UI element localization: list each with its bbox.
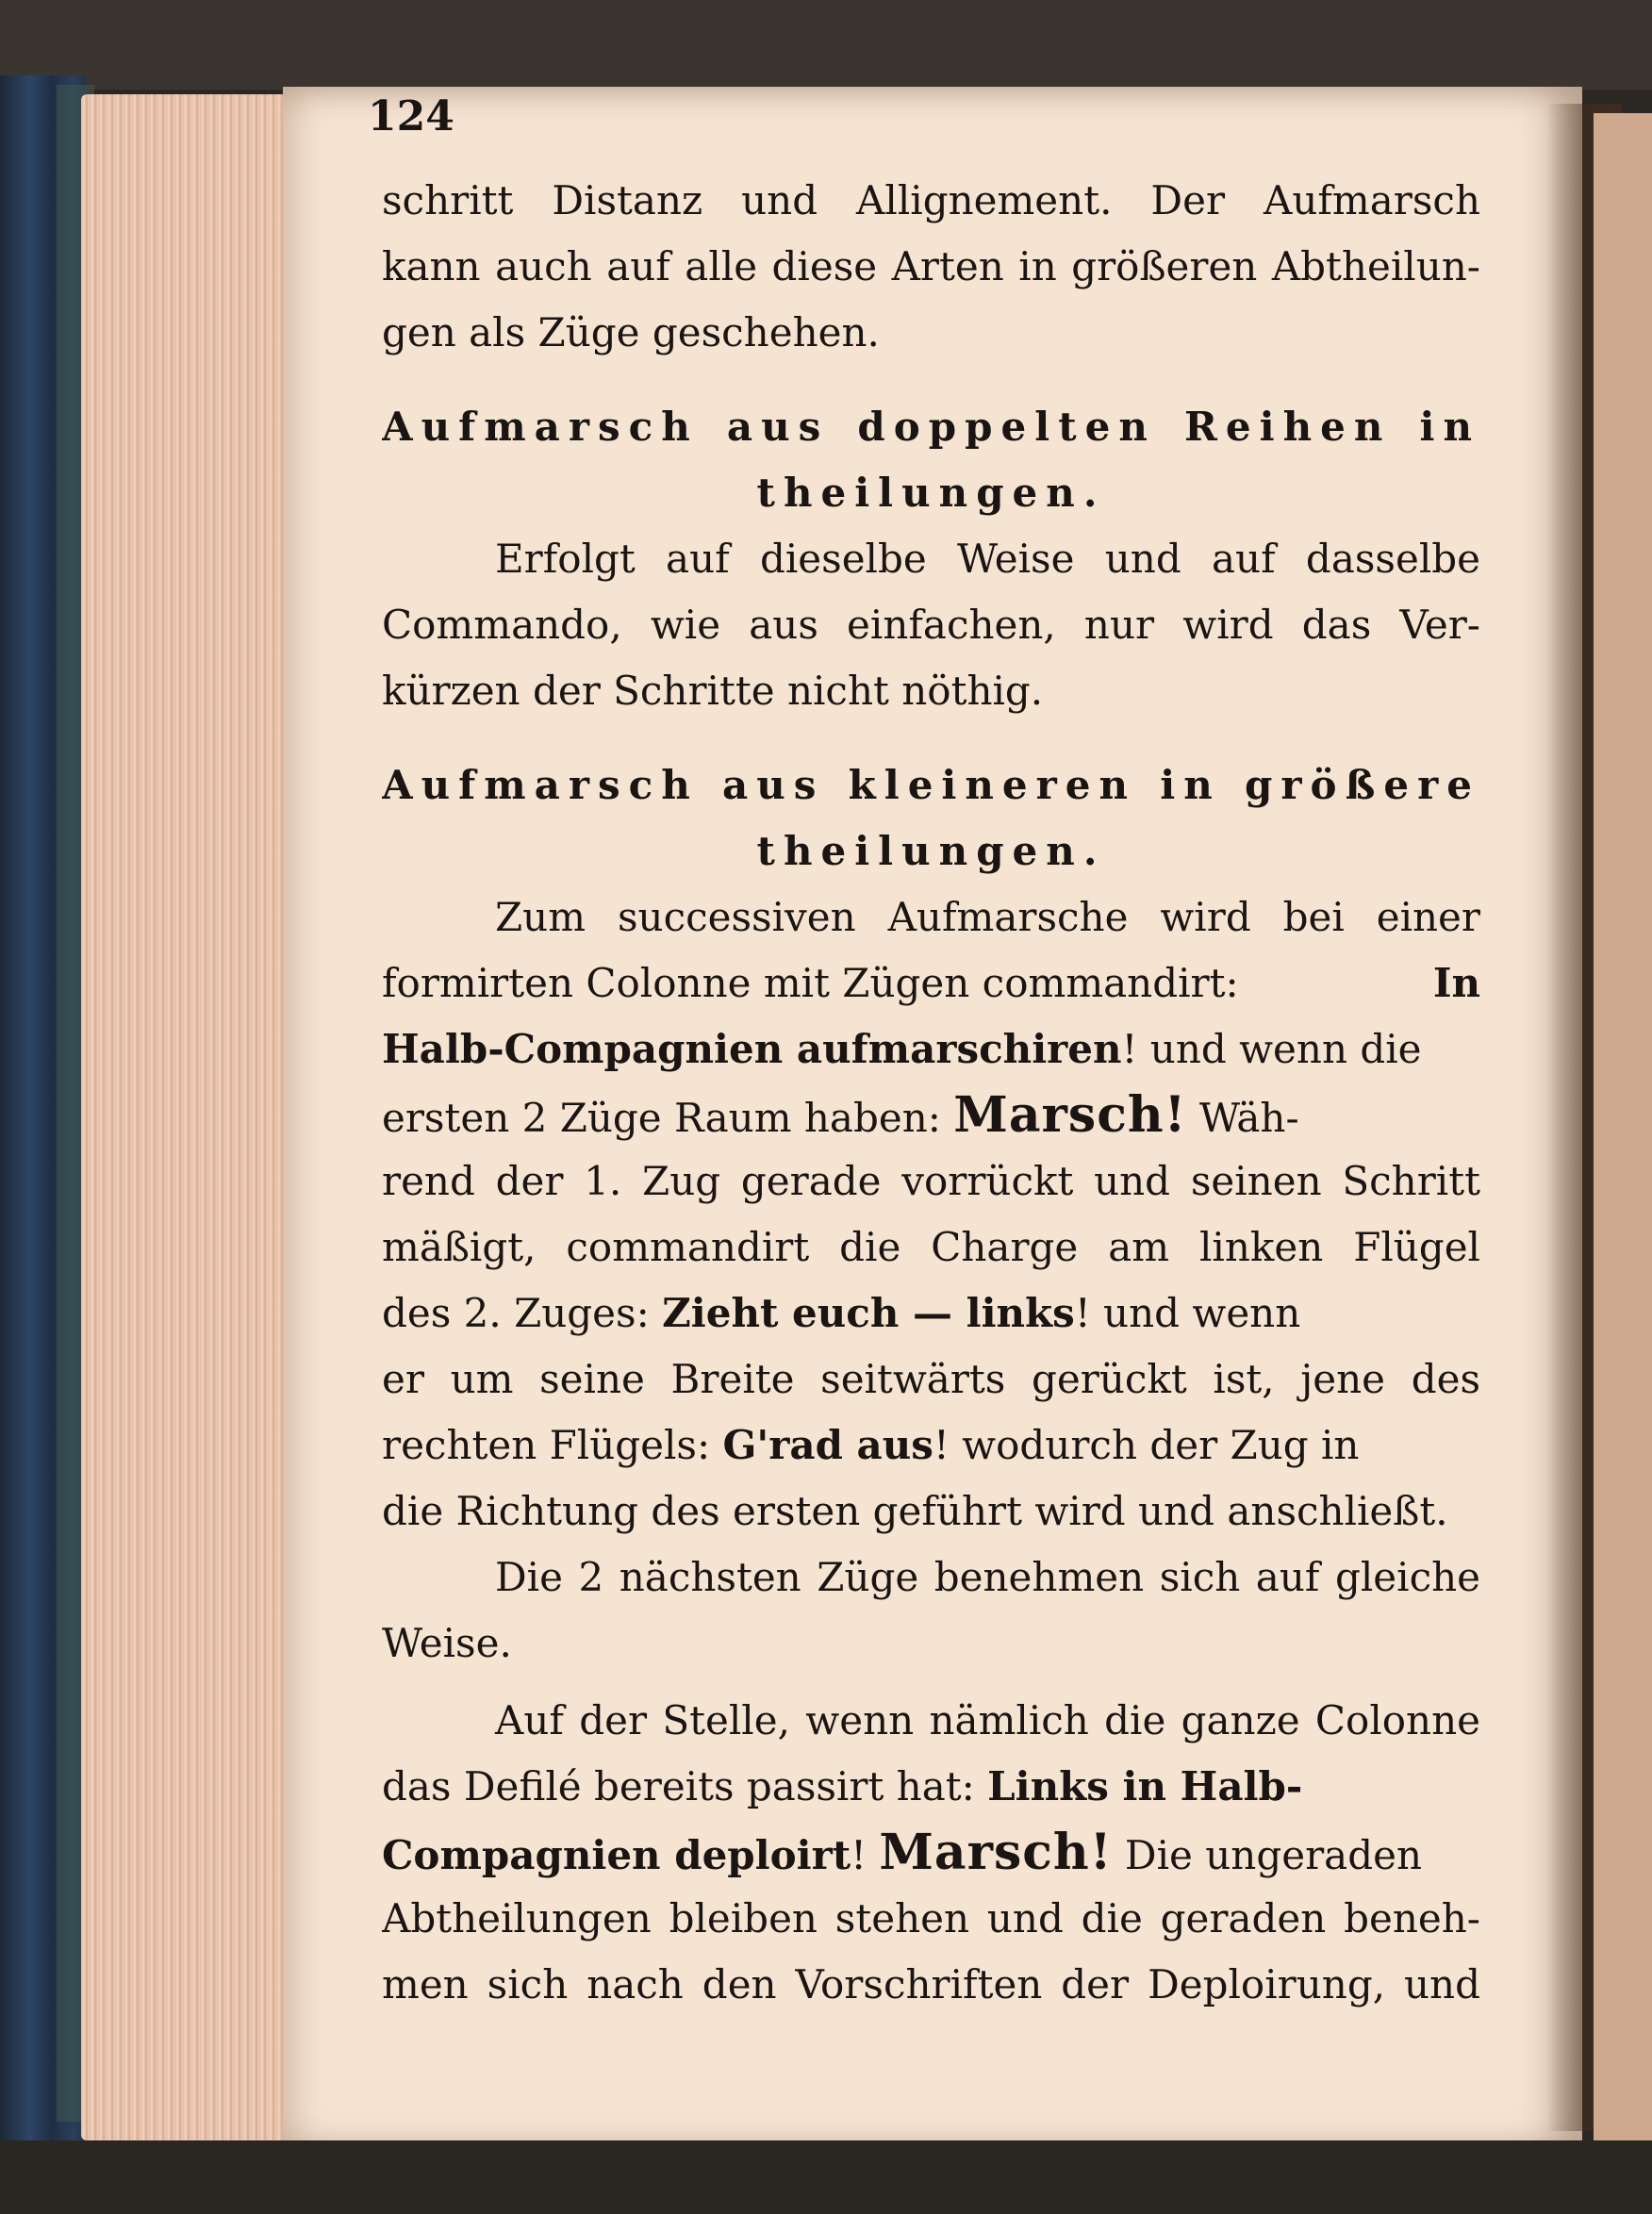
command-text: Marsch! (953, 1086, 1187, 1144)
text-line: Die 2 nächsten Züge benehmen sich auf gleiche (495, 1554, 1480, 1600)
command-text: Halb-Compagnien aufmarschiren (382, 1026, 1122, 1072)
text-run: ! wodurch der Zug in (933, 1422, 1360, 1468)
section-heading-cont: theilungen. (756, 470, 1106, 516)
text-line: mäßigt, commandirt die Charge am linken Flügel (382, 1224, 1480, 1270)
text-line: er um seine Breite seitwärts gerückt ist, jene des (382, 1356, 1480, 1402)
text-line: rend der 1. Zug gerade vorrückt und seinen Schritt (382, 1158, 1480, 1204)
text-run: des 2. Zuges: (382, 1290, 663, 1336)
text-run: ! und wenn die (1121, 1026, 1422, 1072)
text-line (382, 950, 1480, 1016)
text-run: Wäh- (1186, 1095, 1299, 1141)
command-text: Links in Halb- (987, 1763, 1303, 1809)
text-line: schritt Distanz und Allignement. Der Aufmarsch (382, 177, 1480, 223)
text-run: ersten 2 Züge Raum haben: (382, 1095, 954, 1141)
text-line: gen als Züge geschehen. (382, 309, 880, 355)
text-line (382, 1413, 1480, 1479)
section-heading: Aufmarsch aus doppelten Reihen in (382, 404, 1480, 450)
text-run: ! (851, 1832, 880, 1878)
command-text: In (1432, 960, 1480, 1006)
background-bottom (0, 2140, 1652, 2214)
text-line: Auf der Stelle, wenn nämlich die ganze Colonne (495, 1697, 1480, 1743)
text-run: Die ungeraden (1112, 1832, 1422, 1878)
page-number: 124 (368, 92, 454, 140)
text-line: Zum successiven Aufmarsche wird bei einer (495, 894, 1480, 940)
text-line (382, 1082, 1480, 1148)
text-line (382, 1016, 1480, 1082)
command-text: G'rad aus (722, 1422, 933, 1468)
command-text: Compagnien deploirt (382, 1832, 851, 1878)
text-run: ! und wenn (1074, 1290, 1301, 1336)
background-top (0, 0, 1652, 90)
text-line: men sich nach den Vorschriften der Deploirung, und (382, 1961, 1480, 2007)
text-line: Commando, wie aus einfachen, nur wird das Ver- (382, 602, 1480, 648)
page-edges-stack (81, 94, 298, 2140)
section-heading: Aufmarsch aus kleineren in größere (382, 762, 1480, 808)
text-line: kürzen der Schritte nicht nöthig. (382, 668, 1044, 714)
command-text: Marsch! (879, 1824, 1113, 1881)
text-run: rechten Flügels: (382, 1422, 723, 1468)
text-line: Abtheilungen bleiben stehen und die geraden beneh- (382, 1895, 1480, 1941)
page-body-text (382, 168, 1480, 2018)
section-heading-cont: theilungen. (756, 828, 1106, 874)
facing-page-edge (1594, 113, 1652, 2188)
text-line: Weise. (382, 1620, 512, 1666)
text-line: Erfolgt auf dieselbe Weise und auf dasselbe (495, 536, 1480, 582)
text-line (382, 1820, 1480, 1886)
text-line (382, 1754, 1480, 1820)
text-line: kann auch auf alle diese Arten in größeren Abtheilun- (382, 243, 1480, 289)
command-text: Zieht euch — links (662, 1290, 1075, 1336)
text-line: die Richtung des ersten geführt wird und anschließt. (382, 1488, 1448, 1534)
text-run: formirten Colonne mit Zügen commandirt: (382, 960, 1239, 1006)
text-line (382, 1280, 1480, 1347)
text-run: das Defilé bereits passirt hat: (382, 1763, 988, 1809)
